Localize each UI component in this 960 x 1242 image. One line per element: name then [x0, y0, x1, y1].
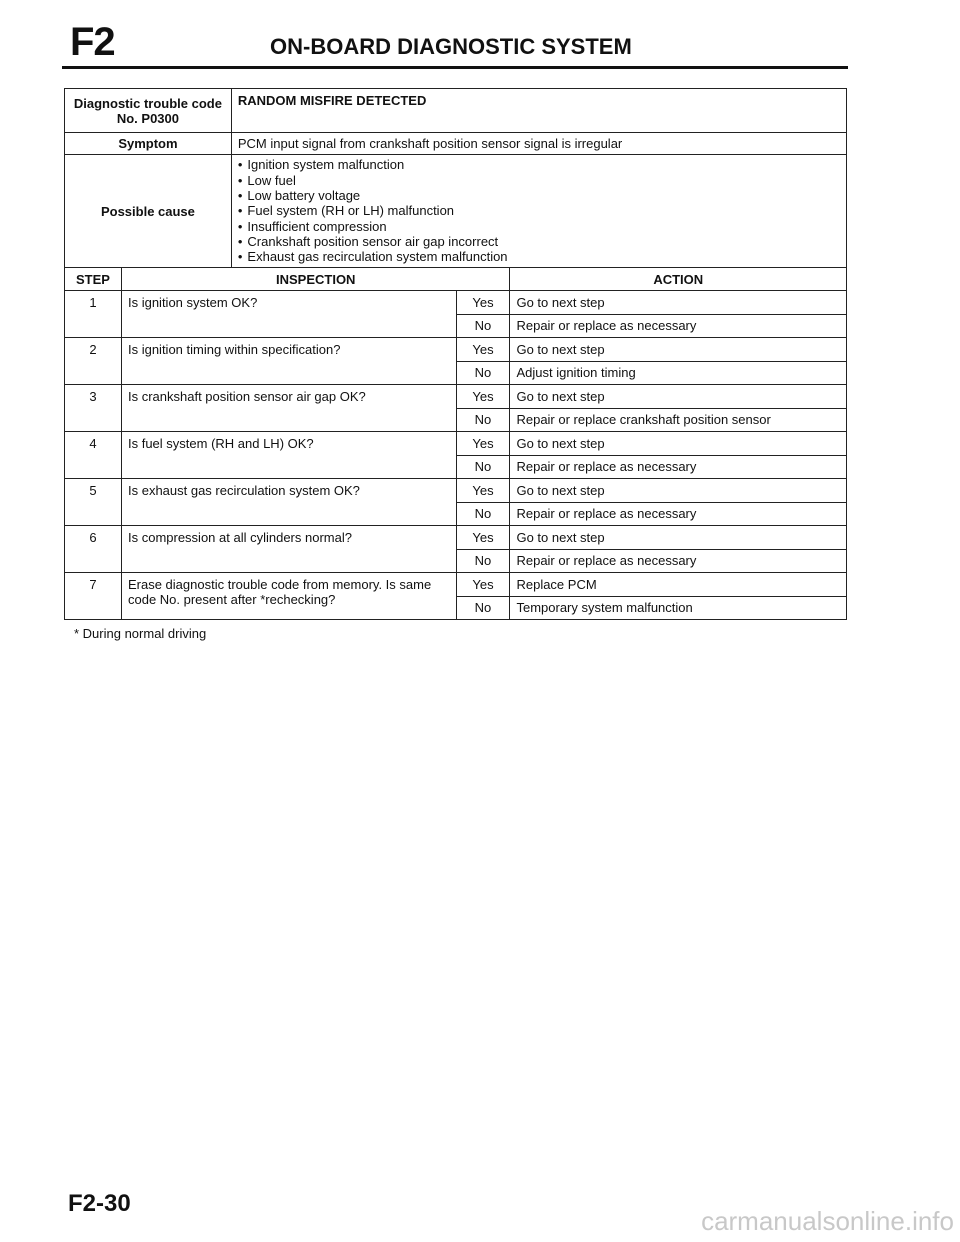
cause-item: • Insufficient compression	[238, 219, 840, 234]
action-yes: Go to next step	[510, 526, 847, 550]
step-number: 6	[65, 526, 122, 573]
action-yes: Go to next step	[510, 385, 847, 409]
page-title: ON-BOARD DIAGNOSTIC SYSTEM	[270, 34, 632, 59]
answer-no: No	[456, 549, 510, 573]
step-number: 5	[65, 479, 122, 526]
cause-item: • Fuel system (RH or LH) malfunction	[238, 203, 840, 218]
step-row-yes	[65, 291, 847, 315]
answer-yes: Yes	[456, 385, 510, 409]
cause-item: • Exhaust gas recirculation system malfunction	[238, 249, 840, 264]
cause-item: • Crankshaft position sensor air gap incorrect	[238, 234, 840, 249]
footnote: * During normal driving	[74, 626, 207, 641]
answer-no: No	[456, 596, 510, 620]
symptom-text: PCM input signal from crankshaft position sensor signal is irregular	[231, 133, 846, 155]
step-row-yes	[65, 479, 847, 503]
answer-no: No	[456, 455, 510, 479]
answer-yes: Yes	[456, 573, 510, 597]
answer-no: No	[456, 361, 510, 385]
answer-yes: Yes	[456, 338, 510, 362]
step-number: 1	[65, 291, 122, 338]
col-action-header: ACTION	[510, 268, 847, 291]
step-inspection: Is fuel system (RH and LH) OK?	[121, 432, 456, 479]
step-row-yes	[65, 432, 847, 456]
cause-row	[65, 155, 847, 268]
step-inspection: Is exhaust gas recirculation system OK?	[121, 479, 456, 526]
answer-no: No	[456, 314, 510, 338]
answer-yes: Yes	[456, 526, 510, 550]
action-no: Repair or replace as necessary	[510, 502, 847, 526]
action-no: Temporary system malfunction	[510, 596, 847, 620]
header-rule	[62, 66, 848, 69]
action-yes: Go to next step	[510, 291, 847, 315]
action-no: Repair or replace as necessary	[510, 549, 847, 573]
step-inspection: Is ignition system OK?	[121, 291, 456, 338]
cause-item: • Low battery voltage	[238, 188, 840, 203]
action-no: Repair or replace crankshaft position sensor	[510, 408, 847, 432]
table-header-row	[65, 268, 847, 291]
step-number: 2	[65, 338, 122, 385]
step-number: 3	[65, 385, 122, 432]
answer-yes: Yes	[456, 432, 510, 456]
symptom-label: Symptom	[65, 133, 232, 155]
diagnostic-table	[64, 88, 847, 620]
answer-no: No	[456, 408, 510, 432]
cause-label: Possible cause	[65, 155, 232, 268]
action-yes: Replace PCM	[510, 573, 847, 597]
step-inspection: Is ignition timing within specification?	[121, 338, 456, 385]
step-inspection: Erase diagnostic trouble code from memory. Is same code No. present after *rechecking?	[121, 573, 456, 620]
step-inspection: Is crankshaft position sensor air gap OK?	[121, 385, 456, 432]
dtc-title: RANDOM MISFIRE DETECTED	[231, 89, 846, 133]
answer-yes: Yes	[456, 479, 510, 503]
step-row-yes	[65, 526, 847, 550]
col-step-header: STEP	[65, 268, 122, 291]
page-number: F2-30	[68, 1190, 131, 1217]
section-code: F2	[70, 20, 115, 64]
step-row-yes	[65, 338, 847, 362]
cause-list	[238, 155, 840, 266]
symptom-row	[65, 133, 847, 155]
col-inspection-header: INSPECTION	[121, 268, 509, 291]
action-yes: Go to next step	[510, 479, 847, 503]
dtc-label: Diagnostic trouble code No. P0300	[65, 89, 232, 133]
dtc-row	[65, 89, 847, 133]
cause-item: • Ignition system malfunction	[238, 157, 840, 172]
cause-list-cell	[231, 155, 846, 268]
answer-yes: Yes	[456, 291, 510, 315]
step-row-yes	[65, 573, 847, 597]
action-no: Repair or replace as necessary	[510, 455, 847, 479]
answer-no: No	[456, 502, 510, 526]
action-yes: Go to next step	[510, 432, 847, 456]
step-inspection: Is compression at all cylinders normal?	[121, 526, 456, 573]
action-no: Repair or replace as necessary	[510, 314, 847, 338]
action-yes: Go to next step	[510, 338, 847, 362]
step-row-yes	[65, 385, 847, 409]
watermark: carmanualsonline.info	[701, 1206, 954, 1236]
step-number: 7	[65, 573, 122, 620]
cause-item: • Low fuel	[238, 173, 840, 188]
action-no: Adjust ignition timing	[510, 361, 847, 385]
step-number: 4	[65, 432, 122, 479]
